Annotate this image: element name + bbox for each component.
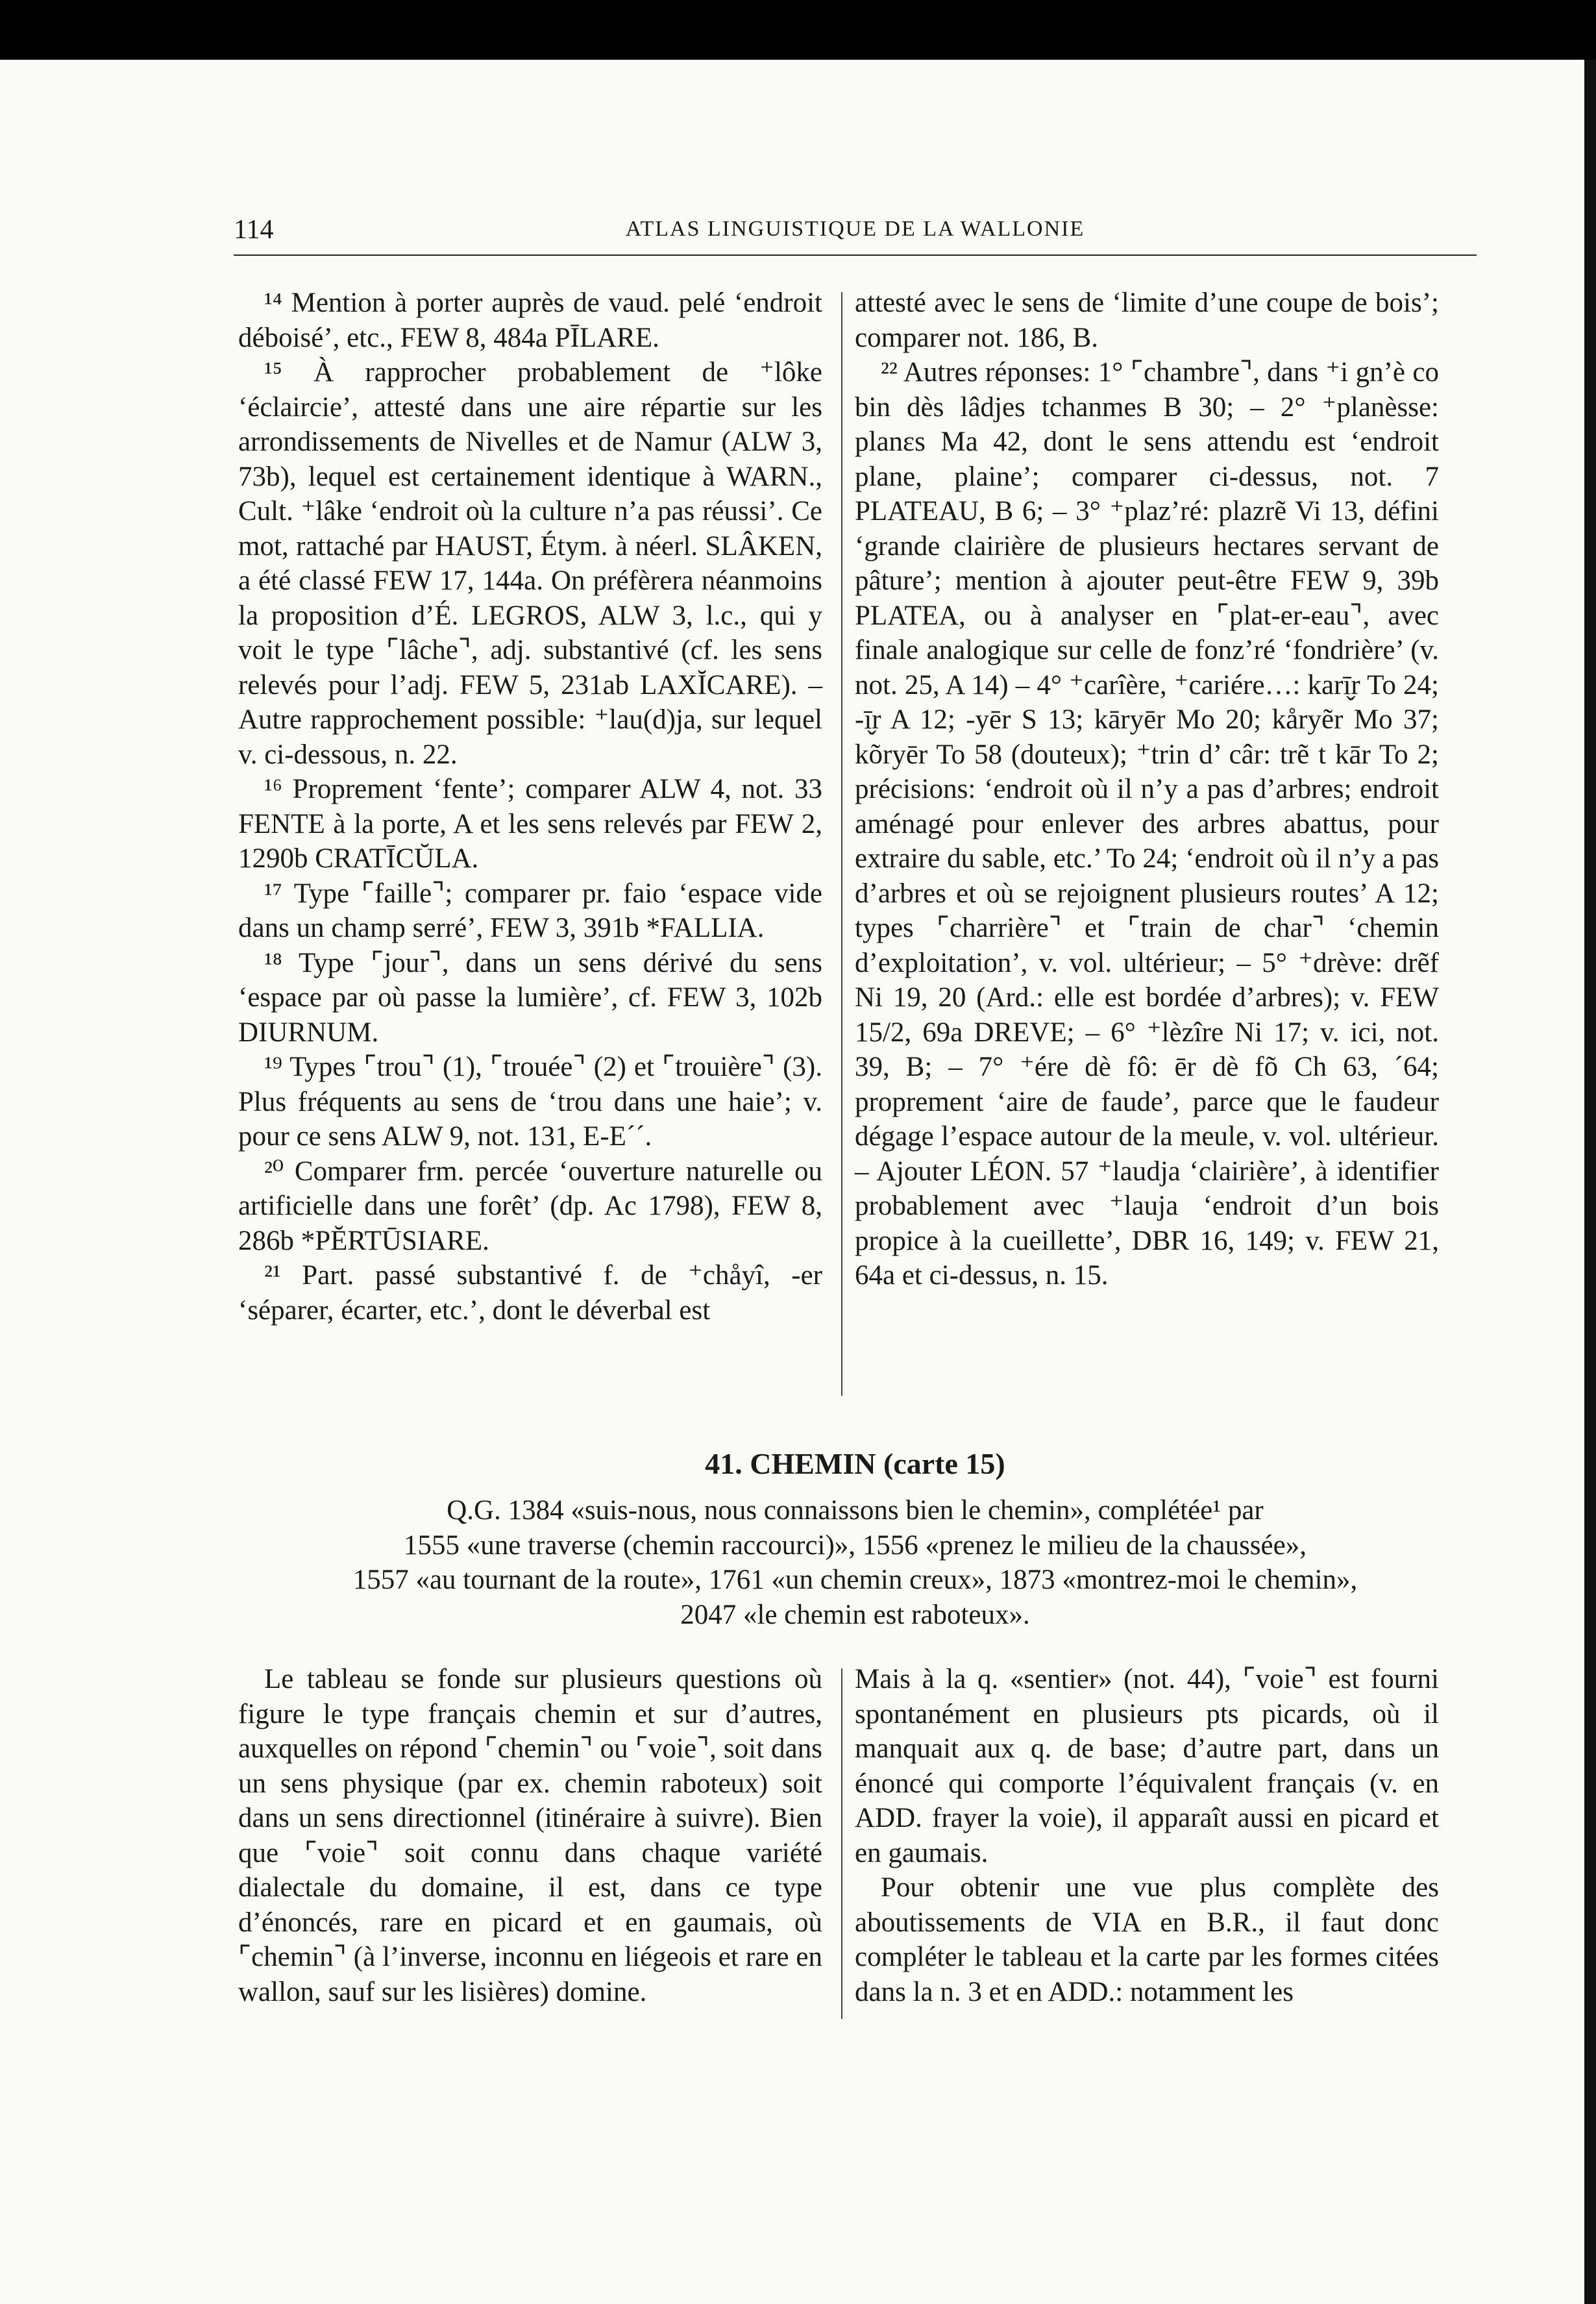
note-17: ¹⁷ Type ⌜faille⌝; comparer pr. faio ‘espace vide dans un champ serré’, FEW 3, 391b *FALLIA.	[238, 878, 822, 943]
header-rule	[234, 254, 1477, 256]
notes-right-column	[855, 286, 1439, 1293]
article-body	[234, 1662, 1477, 2025]
body-paragraph: Le tableau se fonde sur plusieurs questions où figure le type français chemin et sur d’autres, auxquelles on répond ⌜chemin⌝ ou ⌜voie⌝, soit dans un sens physique (par ex. chemin raboteux) soit dans un sens directionnel (itinéraire à suivre). Bien que ⌜voie⌝ soit connu dans chaque variété dialectale du domaine, il est, dans ce type d’énoncés, rare en picard et en gaumais, où ⌜chemin⌝ (à l’inverse, inconnu en liégeois et rare en wallon, sauf sur les lisières) domine.	[238, 1664, 822, 2007]
note-20: ²⁰ Comparer frm. percée ‘ouverture naturelle ou artificielle dans une forêt’ (dp. Ac 1798), FEW 8, 286b *PĔRTŪSIARE.	[238, 1156, 822, 1256]
qg-line: 1557 «au tournant de la route», 1761 «un chemin creux», 1873 «montrez-moi le chemin»,	[352, 1565, 1358, 1595]
column-divider	[841, 1668, 842, 2019]
note-21-continued: attesté avec le sens de ‘limite d’une coupe de bois’; comparer not. 186, B.	[855, 288, 1439, 353]
body-left-column	[238, 1662, 822, 2009]
note-22: ²² Autres réponses: 1° ⌜chambre⌝, dans ⁺i gn’è co bin dès lâdjes tchanmes B 30; – 2° ⁺planèsse: planɛs Ma 42, dont le sens attendu est ‘endroit plane, plaine’; comparer ci-dessus, not. 7 PLATEAU, B 6; – 3° ⁺plaz’ré: plazrẽ Vi 13, défini ‘grande clairière de plusieurs hectares servant de pâture’; mention à ajouter peut-être FEW 9, 39b PLATEA, ou à analyser en ⌜plat-er-eau⌝, avec finale analogique sur celle de fonz’ré ‘fondrière’ (v. not. 25, A 14) – 4° ⁺carîère, ⁺cariére…: karī̬r To 24; -ī̬r A 12; -yēr S 13; kāryēr Mo 20; kåryẽr Mo 37; kõryēr To 58 (douteux); ⁺trin d’ câr: trẽ t kār To 2; précisions: ‘endroit où il n’y a pas d’arbres; endroit aménagé pour enlever des arbres abattus, pour extraire du sable, etc.’ To 24; ‘endroit où il n’y a pas d’arbres et où se rejoignent plusieurs routes’ A 12; types ⌜charrière⌝ et ⌜train de char⌝ ‘chemin d’exploitation’, v. vol. ultérieur; – 5° ⁺drève: drẽf Ni 19, 20 (Ard.: elle est bordée d’arbres); v. FEW 15/2, 69a DREVE; – 6° ⁺lèzîre Ni 17; v. ici, not. 39, B; – 7° ⁺ére dè fô: ēr dè fõ Ch 63, ´64; proprement ‘aire de faude’, parce que le faudeur dégage l’espace autour de la meule, v. vol. ultérieur. – Ajouter LÉON. 57 ⁺laudja ‘clairière’, à identifier probablement avec ⁺lauja ‘endroit d’un bois propice à la cueillette’, DBR 16, 149; v. FEW 21, 64a et ci-dessus, n. 15.	[855, 357, 1439, 1291]
section-title: 41. CHEMIN (carte 15)	[705, 1447, 1005, 1480]
note-21: ²¹ Part. passé substantivé f. de ⁺chåyî, -er ‘séparer, écarter, etc.’, dont le déverbal est	[238, 1260, 822, 1326]
questionnaire-references	[234, 1493, 1477, 1632]
note-19: ¹⁹ Types ⌜trou⌝ (1), ⌜trouée⌝ (2) et ⌜trouière⌝ (3). Plus fréquents au sens de ‘trou dans une haie’; v. pour ce sens ALW 9, not. 131, E-E´´.	[238, 1052, 822, 1152]
body-right-column	[855, 1662, 1439, 2009]
body-paragraph: Pour obtenir une vue plus complète des aboutissements de VIA en B.R., il faut donc compléter le tableau et la carte par les formes citées dans la n. 3 et en ADD.: notamment les	[855, 1872, 1439, 2007]
body-paragraph: Mais à la q. «sentier» (not. 44), ⌜voie⌝ est fourni spontanément en plusieurs pts picards, où il manquait aux q. de base; d’autre part, dans un énoncé qui comporte l’équivalent français (v. en ADD. frayer la voie), il apparaît aussi en picard et en gaumais.	[855, 1664, 1439, 1868]
running-head	[234, 214, 1477, 253]
qg-line: 1555 «une traverse (chemin raccourci)», 1556 «prenez le milieu de la chaussée»,	[404, 1530, 1307, 1561]
note-16: ¹⁶ Proprement ‘fente’; comparer ALW 4, not. 33 FENTE à la porte, A et les sens relevés par FEW 2, 1290b CRATĪCŬLA.	[238, 774, 822, 874]
note-18: ¹⁸ Type ⌜jour⌝, dans un sens dérivé du sens ‘espace par où passe la lumière’, cf. FEW 3, 102b DIURNUM.	[238, 947, 822, 1048]
page-number: 114	[234, 215, 274, 245]
running-title: ATLAS LINGUISTIQUE DE LA WALLONIE	[625, 217, 1085, 241]
note-14: ¹⁴ Mention à porter auprès de vaud. pelé ‘endroit déboisé’, etc., FEW 8, 484a PĪLARE.	[238, 288, 822, 353]
qg-line: Q.G. 1384 «suis-nous, nous connaissons bien le chemin», complétée¹ par	[447, 1495, 1264, 1526]
notes-left-column	[238, 286, 822, 1328]
qg-line: 2047 «le chemin est raboteux».	[680, 1599, 1030, 1630]
footnotes	[234, 286, 1477, 1396]
column-divider	[841, 292, 842, 1396]
note-15: ¹⁵ À rapprocher probablement de ⁺lôke ‘éclaircie’, attesté dans une aire répartie sur les arrondissements de Nivelles et de Namur (ALW 3, 73b), lequel est certainement identique à WARN., Cult. ⁺lâke ‘endroit où la culture n’a pas réussi’. Ce mot, rattaché par HAUST, Étym. à néerl. SLÂKEN, a été classé FEW 17, 144a. On préfèrera néanmoins la proposition d’É. LEGROS, ALW 3, l.c., qui y voit le type ⌜lâche⌝, adj. substantivé (cf. les sens relevés pour l’adj. FEW 5, 231ab LAXĬCARE). – Autre rapprochement possible: ⁺lau(d)ja, sur lequel v. ci-dessous, n. 22.	[238, 357, 822, 770]
